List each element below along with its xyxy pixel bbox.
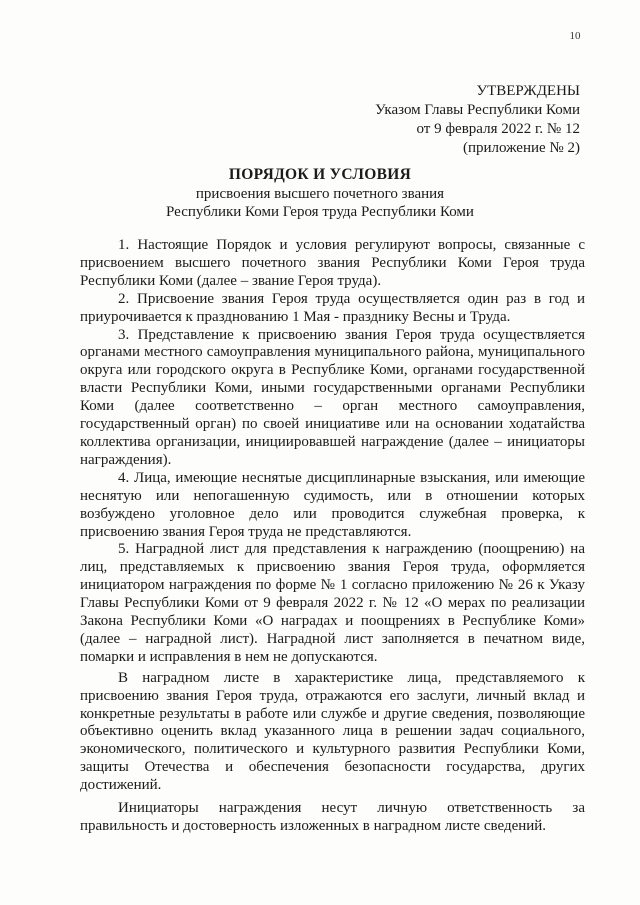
approval-stamp bbox=[375, 82, 580, 158]
paragraph-1: 1. Настоящие Порядок и условия регулируют вопросы, связанные с присвоением высшего почетного звания Республики Коми Героя труда Республики Коми (далее – звание Героя труда). bbox=[80, 237, 585, 289]
approval-line: (приложение № 2) bbox=[462, 140, 580, 156]
paragraph-2: 2. Присвоение звания Героя труда осуществляется один раз в год и приурочивается к празднованию 1 Мая - празднику Весны и Труда. bbox=[80, 290, 585, 325]
document-body bbox=[80, 237, 585, 836]
approval-line: от 9 февраля 2022 г. № 12 bbox=[416, 121, 580, 137]
paragraph-3: 3. Представление к присвоению звания Героя труда осуществляется органами местного самоуправления муниципального района, муниципального округа или городского округа в Республике Коми, органами государственной власти Республики Коми, иными государственными органами Республики Коми (далее соответственно – орган местного самоуправления, государственный орган) по своей инициативе или на основании ходатайства коллектива организации, инициировавшей награждение (далее – инициаторы награждения). bbox=[80, 326, 585, 468]
paragraph-5-responsibility: Инициаторы награждения несут личную ответственность за правильность и достоверность изложенных в наградном листе сведений. bbox=[80, 800, 585, 834]
paragraph-5: 5. Наградной лист для представления к награждению (поощрению) на лиц, представляемых к присвоению звания Героя труда, оформляется инициатором награждения по форме № 1 согласно приложению № 26 к Указу Главы Республики Коми от 9 февраля 2022 г. № 12 «О мерах по реализации Закона Республики Коми «О наградах и поощрениях в Республике Коми» (далее – наградной лист). Наградной лист заполняется в печатном виде, помарки и исправления в нем не допускаются. bbox=[80, 541, 585, 665]
document-subtitle-line: Республики Коми Героя труда Республики Коми bbox=[166, 204, 474, 220]
paragraph-5-characteristics: В наградном листе в характеристике лица, представляемого к присвоению звания Героя труда, отражаются его заслуги, личный вклад и конкретные результаты в работе или службе и другие сведения, позволяющие объективно оценить вклад указанного лица в решении задач социального, экономического, политического и культурного развития Республики Коми, защиты Отечества и обеспечения безопасности государства, других достижений. bbox=[80, 669, 585, 794]
paragraph-4: 4. Лица, имеющие неснятые дисциплинарные взыскания, или имеющие неснятую или непогашенную судимость, или в отношении которых возбуждено уголовное дело или проводится служебная проверка, к присвоению звания Героя труда не представляются. bbox=[80, 469, 585, 540]
approval-line: Указом Главы Республики Коми bbox=[375, 102, 580, 118]
page-number: 10 bbox=[569, 30, 581, 42]
document-subtitle-line: присвоения высшего почетного звания bbox=[195, 186, 445, 202]
document-title: ПОРЯДОК И УСЛОВИЯ bbox=[228, 166, 412, 183]
approval-line: УТВЕРЖДЕНЫ bbox=[476, 83, 580, 99]
document-heading bbox=[0, 165, 640, 221]
